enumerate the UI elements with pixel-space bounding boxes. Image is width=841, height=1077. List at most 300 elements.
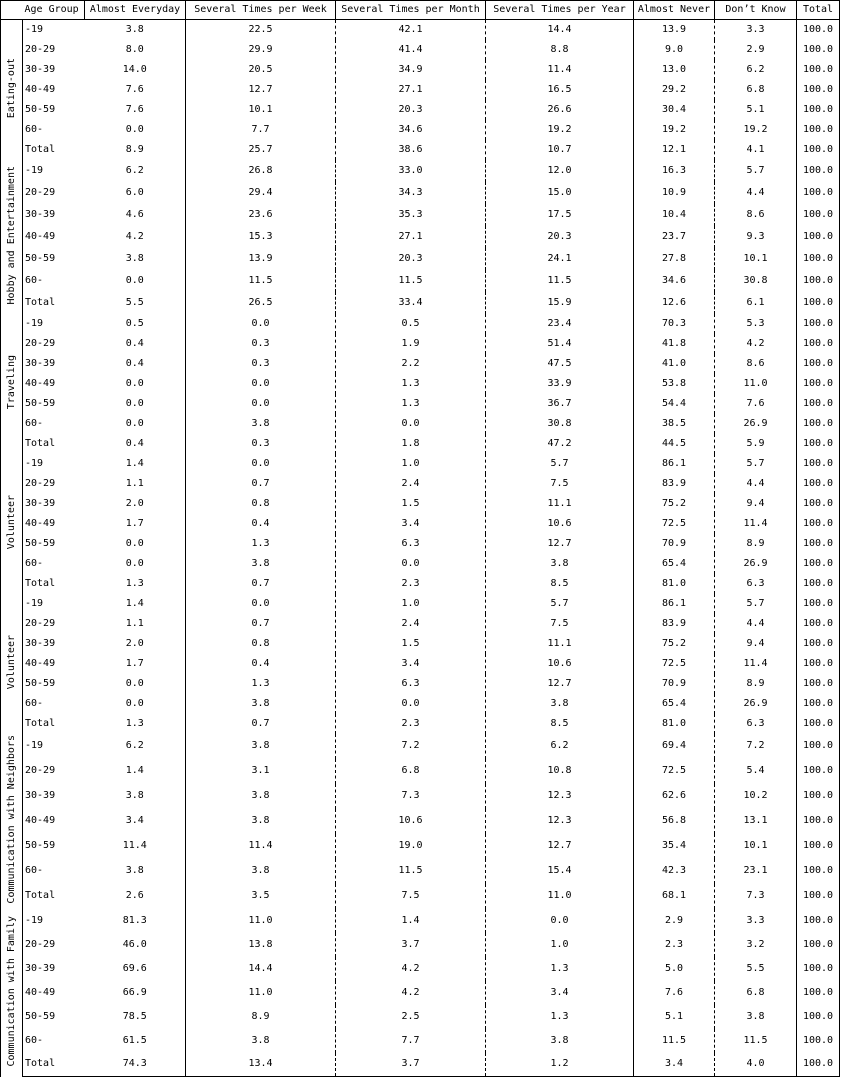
- table-row: [1, 614, 840, 634]
- almost-never-cell: 75.2: [634, 494, 715, 514]
- several-times-per-year-cell: 10.6: [486, 654, 634, 674]
- several-times-per-month-cell: 1.4: [336, 909, 486, 933]
- total-cell: 100.0: [797, 834, 840, 859]
- age-group-cell: 40-49: [23, 80, 85, 100]
- age-group-cell: 20-29: [23, 759, 85, 784]
- age-group-cell: 30-39: [23, 784, 85, 809]
- table-row: [1, 534, 840, 554]
- almost-everyday-cell: 11.4: [85, 834, 186, 859]
- several-times-per-month-cell: 2.5: [336, 1005, 486, 1029]
- age-group-cell: 40-49: [23, 654, 85, 674]
- total-cell: 100.0: [797, 270, 840, 292]
- total-cell: 100.0: [797, 120, 840, 140]
- age-group-cell: 40-49: [23, 809, 85, 834]
- total-row: [1, 434, 840, 454]
- several-times-per-month-cell: 0.0: [336, 414, 486, 434]
- dont-know-cell: 10.2: [715, 784, 797, 809]
- age-group-cell: Total: [23, 292, 85, 314]
- almost-never-cell: 5.0: [634, 957, 715, 981]
- age-group-cell: 20-29: [23, 182, 85, 204]
- several-times-per-year-cell: 17.5: [486, 204, 634, 226]
- total-cell: 100.0: [797, 674, 840, 694]
- almost-everyday-cell: 3.8: [85, 20, 186, 40]
- several-times-per-year-cell: 11.5: [486, 270, 634, 292]
- age-group-cell: 20-29: [23, 40, 85, 60]
- total-cell: 100.0: [797, 534, 840, 554]
- almost-never-cell: 9.0: [634, 40, 715, 60]
- almost-everyday-cell: 3.4: [85, 809, 186, 834]
- total-cell: 100.0: [797, 314, 840, 334]
- age-group-cell: -19: [23, 594, 85, 614]
- several-times-per-month-cell: 1.0: [336, 594, 486, 614]
- category-label-text: Communication with Family: [5, 915, 17, 1067]
- several-times-per-year-cell: 12.7: [486, 834, 634, 859]
- almost-never-cell: 27.8: [634, 248, 715, 270]
- almost-never-cell: 13.0: [634, 60, 715, 80]
- several-times-per-year-cell: 12.3: [486, 809, 634, 834]
- several-times-per-year-cell: 1.3: [486, 957, 634, 981]
- total-cell: 100.0: [797, 394, 840, 414]
- almost-everyday-cell: 1.1: [85, 474, 186, 494]
- several-times-per-week-cell: 13.4: [186, 1053, 336, 1077]
- several-times-per-year-cell: 10.8: [486, 759, 634, 784]
- several-times-per-month-cell: 11.5: [336, 859, 486, 884]
- header-several-times-per-month: Several Times per Month: [336, 1, 486, 20]
- table-row: [1, 1005, 840, 1029]
- table-row: [1, 981, 840, 1005]
- almost-everyday-cell: 1.7: [85, 514, 186, 534]
- several-times-per-month-cell: 3.7: [336, 933, 486, 957]
- almost-everyday-cell: 1.1: [85, 614, 186, 634]
- dont-know-cell: 5.7: [715, 594, 797, 614]
- table-row: [1, 859, 840, 884]
- table-row: [1, 957, 840, 981]
- several-times-per-month-cell: 6.8: [336, 759, 486, 784]
- almost-never-cell: 56.8: [634, 809, 715, 834]
- several-times-per-year-cell: 12.7: [486, 534, 634, 554]
- total-row: [1, 292, 840, 314]
- several-times-per-week-cell: 0.7: [186, 574, 336, 594]
- total-cell: 100.0: [797, 434, 840, 454]
- total-cell: 100.0: [797, 981, 840, 1005]
- total-cell: 100.0: [797, 226, 840, 248]
- category-label-text: Hobby and Entertainment: [5, 165, 17, 305]
- dont-know-cell: 2.9: [715, 40, 797, 60]
- total-cell: 100.0: [797, 374, 840, 394]
- table-row: [1, 226, 840, 248]
- several-times-per-month-cell: 41.4: [336, 40, 486, 60]
- total-cell: 100.0: [797, 514, 840, 534]
- table-row: [1, 60, 840, 80]
- several-times-per-year-cell: 3.8: [486, 694, 634, 714]
- several-times-per-week-cell: 3.8: [186, 414, 336, 434]
- category-label: [1, 20, 23, 160]
- several-times-per-year-cell: 7.5: [486, 614, 634, 634]
- table-row: [1, 594, 840, 614]
- several-times-per-week-cell: 26.8: [186, 160, 336, 182]
- several-times-per-week-cell: 3.5: [186, 884, 336, 909]
- almost-never-cell: 44.5: [634, 434, 715, 454]
- several-times-per-year-cell: 30.8: [486, 414, 634, 434]
- several-times-per-week-cell: 13.9: [186, 248, 336, 270]
- several-times-per-year-cell: 15.9: [486, 292, 634, 314]
- total-cell: 100.0: [797, 909, 840, 933]
- category-group: [1, 20, 840, 160]
- dont-know-cell: 26.9: [715, 694, 797, 714]
- table-row: [1, 334, 840, 354]
- several-times-per-month-cell: 1.5: [336, 634, 486, 654]
- several-times-per-year-cell: 15.4: [486, 859, 634, 884]
- total-cell: 100.0: [797, 40, 840, 60]
- table-row: [1, 248, 840, 270]
- age-group-cell: Total: [23, 574, 85, 594]
- several-times-per-year-cell: 11.0: [486, 884, 634, 909]
- almost-never-cell: 34.6: [634, 270, 715, 292]
- total-cell: 100.0: [797, 160, 840, 182]
- total-cell: 100.0: [797, 414, 840, 434]
- several-times-per-month-cell: 1.9: [336, 334, 486, 354]
- several-times-per-week-cell: 7.7: [186, 120, 336, 140]
- category-label-text: Traveling: [5, 354, 17, 410]
- age-group-cell: 60-: [23, 554, 85, 574]
- several-times-per-week-cell: 29.9: [186, 40, 336, 60]
- several-times-per-month-cell: 1.0: [336, 454, 486, 474]
- almost-never-cell: 30.4: [634, 100, 715, 120]
- table-row: [1, 160, 840, 182]
- almost-never-cell: 72.5: [634, 654, 715, 674]
- total-cell: 100.0: [797, 140, 840, 160]
- several-times-per-month-cell: 20.3: [336, 248, 486, 270]
- total-cell: 100.0: [797, 1053, 840, 1077]
- dont-know-cell: 6.8: [715, 981, 797, 1005]
- table-row: [1, 494, 840, 514]
- dont-know-cell: 4.1: [715, 140, 797, 160]
- dont-know-cell: 9.4: [715, 494, 797, 514]
- several-times-per-month-cell: 27.1: [336, 226, 486, 248]
- almost-everyday-cell: 61.5: [85, 1029, 186, 1053]
- header-several-times-per-year: Several Times per Year: [486, 1, 634, 20]
- several-times-per-year-cell: 3.8: [486, 554, 634, 574]
- table-row: [1, 514, 840, 534]
- almost-everyday-cell: 1.4: [85, 759, 186, 784]
- age-group-cell: 30-39: [23, 354, 85, 374]
- almost-everyday-cell: 14.0: [85, 60, 186, 80]
- several-times-per-month-cell: 35.3: [336, 204, 486, 226]
- table-row: [1, 634, 840, 654]
- age-group-cell: 60-: [23, 1029, 85, 1053]
- several-times-per-week-cell: 0.8: [186, 494, 336, 514]
- almost-never-cell: 72.5: [634, 759, 715, 784]
- almost-everyday-cell: 6.2: [85, 160, 186, 182]
- age-group-cell: 40-49: [23, 374, 85, 394]
- almost-never-cell: 10.9: [634, 182, 715, 204]
- age-group-cell: 60-: [23, 859, 85, 884]
- several-times-per-year-cell: 10.7: [486, 140, 634, 160]
- header-row: [1, 1, 840, 20]
- several-times-per-month-cell: 34.3: [336, 182, 486, 204]
- dont-know-cell: 3.2: [715, 933, 797, 957]
- several-times-per-year-cell: 6.2: [486, 734, 634, 759]
- category-label: [1, 454, 23, 594]
- dont-know-cell: 30.8: [715, 270, 797, 292]
- dont-know-cell: 23.1: [715, 859, 797, 884]
- several-times-per-month-cell: 7.7: [336, 1029, 486, 1053]
- several-times-per-year-cell: 20.3: [486, 226, 634, 248]
- several-times-per-week-cell: 3.8: [186, 809, 336, 834]
- several-times-per-month-cell: 0.0: [336, 694, 486, 714]
- several-times-per-year-cell: 8.5: [486, 574, 634, 594]
- almost-never-cell: 86.1: [634, 454, 715, 474]
- table-row: [1, 204, 840, 226]
- almost-everyday-cell: 0.4: [85, 334, 186, 354]
- several-times-per-month-cell: 3.4: [336, 514, 486, 534]
- several-times-per-month-cell: 4.2: [336, 981, 486, 1005]
- age-group-cell: Total: [23, 1053, 85, 1077]
- several-times-per-month-cell: 6.3: [336, 674, 486, 694]
- total-cell: 100.0: [797, 714, 840, 734]
- dont-know-cell: 5.1: [715, 100, 797, 120]
- table-row: [1, 414, 840, 434]
- age-group-cell: 50-59: [23, 394, 85, 414]
- several-times-per-week-cell: 11.0: [186, 981, 336, 1005]
- category-label: [1, 160, 23, 314]
- age-group-cell: 30-39: [23, 957, 85, 981]
- several-times-per-month-cell: 0.5: [336, 314, 486, 334]
- age-group-cell: Total: [23, 714, 85, 734]
- total-cell: 100.0: [797, 654, 840, 674]
- almost-never-cell: 42.3: [634, 859, 715, 884]
- total-row: [1, 714, 840, 734]
- dont-know-cell: 5.7: [715, 454, 797, 474]
- several-times-per-year-cell: 47.2: [486, 434, 634, 454]
- almost-never-cell: 2.9: [634, 909, 715, 933]
- several-times-per-month-cell: 33.0: [336, 160, 486, 182]
- age-group-cell: 20-29: [23, 334, 85, 354]
- almost-everyday-cell: 0.0: [85, 694, 186, 714]
- age-group-cell: 30-39: [23, 494, 85, 514]
- total-cell: 100.0: [797, 634, 840, 654]
- almost-everyday-cell: 81.3: [85, 909, 186, 933]
- category-label: [1, 734, 23, 909]
- total-cell: 100.0: [797, 454, 840, 474]
- several-times-per-week-cell: 3.8: [186, 1029, 336, 1053]
- almost-never-cell: 23.7: [634, 226, 715, 248]
- dont-know-cell: 3.3: [715, 909, 797, 933]
- age-group-cell: 20-29: [23, 933, 85, 957]
- several-times-per-month-cell: 38.6: [336, 140, 486, 160]
- several-times-per-month-cell: 10.6: [336, 809, 486, 834]
- almost-everyday-cell: 2.0: [85, 634, 186, 654]
- several-times-per-week-cell: 3.8: [186, 694, 336, 714]
- almost-never-cell: 72.5: [634, 514, 715, 534]
- total-cell: 100.0: [797, 809, 840, 834]
- several-times-per-year-cell: 36.7: [486, 394, 634, 414]
- almost-never-cell: 11.5: [634, 1029, 715, 1053]
- category-group: [1, 160, 840, 314]
- total-cell: 100.0: [797, 859, 840, 884]
- age-group-cell: -19: [23, 454, 85, 474]
- several-times-per-month-cell: 2.4: [336, 474, 486, 494]
- several-times-per-week-cell: 0.0: [186, 394, 336, 414]
- almost-everyday-cell: 0.0: [85, 270, 186, 292]
- almost-never-cell: 81.0: [634, 574, 715, 594]
- table-row: [1, 784, 840, 809]
- almost-everyday-cell: 1.3: [85, 714, 186, 734]
- almost-never-cell: 19.2: [634, 120, 715, 140]
- category-label-text: Communication with Neighbors: [5, 735, 17, 904]
- header-several-times-per-week: Several Times per Week: [186, 1, 336, 20]
- age-group-cell: 50-59: [23, 534, 85, 554]
- almost-everyday-cell: 5.5: [85, 292, 186, 314]
- dont-know-cell: 4.0: [715, 1053, 797, 1077]
- dont-know-cell: 6.2: [715, 60, 797, 80]
- almost-never-cell: 86.1: [634, 594, 715, 614]
- dont-know-cell: 8.9: [715, 534, 797, 554]
- total-cell: 100.0: [797, 594, 840, 614]
- header-dont-know: Don’t Know: [715, 1, 797, 20]
- almost-everyday-cell: 4.6: [85, 204, 186, 226]
- dont-know-cell: 6.8: [715, 80, 797, 100]
- table-row: [1, 694, 840, 714]
- almost-never-cell: 68.1: [634, 884, 715, 909]
- several-times-per-month-cell: 1.8: [336, 434, 486, 454]
- several-times-per-month-cell: 3.4: [336, 654, 486, 674]
- table-row: [1, 674, 840, 694]
- almost-everyday-cell: 1.4: [85, 454, 186, 474]
- almost-everyday-cell: 69.6: [85, 957, 186, 981]
- several-times-per-year-cell: 7.5: [486, 474, 634, 494]
- total-cell: 100.0: [797, 474, 840, 494]
- several-times-per-year-cell: 11.1: [486, 634, 634, 654]
- table-row: [1, 374, 840, 394]
- almost-everyday-cell: 3.8: [85, 784, 186, 809]
- dont-know-cell: 7.3: [715, 884, 797, 909]
- several-times-per-month-cell: 2.4: [336, 614, 486, 634]
- several-times-per-year-cell: 26.6: [486, 100, 634, 120]
- almost-never-cell: 13.9: [634, 20, 715, 40]
- age-group-cell: 60-: [23, 120, 85, 140]
- table-row: [1, 120, 840, 140]
- table-row: [1, 40, 840, 60]
- almost-everyday-cell: 0.0: [85, 414, 186, 434]
- almost-everyday-cell: 8.0: [85, 40, 186, 60]
- total-cell: 100.0: [797, 182, 840, 204]
- almost-everyday-cell: 8.9: [85, 140, 186, 160]
- dont-know-cell: 3.3: [715, 20, 797, 40]
- age-group-cell: 50-59: [23, 834, 85, 859]
- dont-know-cell: 13.1: [715, 809, 797, 834]
- dont-know-cell: 26.9: [715, 414, 797, 434]
- several-times-per-week-cell: 1.3: [186, 674, 336, 694]
- table-row: [1, 454, 840, 474]
- several-times-per-month-cell: 34.9: [336, 60, 486, 80]
- several-times-per-year-cell: 14.4: [486, 20, 634, 40]
- several-times-per-week-cell: 22.5: [186, 20, 336, 40]
- several-times-per-year-cell: 51.4: [486, 334, 634, 354]
- age-group-cell: Total: [23, 140, 85, 160]
- age-group-cell: 60-: [23, 694, 85, 714]
- dont-know-cell: 10.1: [715, 248, 797, 270]
- several-times-per-year-cell: 19.2: [486, 120, 634, 140]
- total-cell: 100.0: [797, 1005, 840, 1029]
- age-group-cell: 20-29: [23, 614, 85, 634]
- almost-everyday-cell: 46.0: [85, 933, 186, 957]
- category-label-text: Eating-out: [5, 58, 17, 119]
- age-group-cell: 40-49: [23, 226, 85, 248]
- total-row: [1, 1053, 840, 1077]
- several-times-per-year-cell: 11.4: [486, 60, 634, 80]
- category-group: [1, 909, 840, 1077]
- several-times-per-week-cell: 0.0: [186, 454, 336, 474]
- several-times-per-year-cell: 33.9: [486, 374, 634, 394]
- several-times-per-month-cell: 6.3: [336, 534, 486, 554]
- age-group-cell: 50-59: [23, 674, 85, 694]
- almost-never-cell: 10.4: [634, 204, 715, 226]
- dont-know-cell: 5.4: [715, 759, 797, 784]
- total-cell: 100.0: [797, 20, 840, 40]
- dont-know-cell: 7.2: [715, 734, 797, 759]
- header-almost-never: Almost Never: [634, 1, 715, 20]
- almost-never-cell: 12.6: [634, 292, 715, 314]
- dont-know-cell: 26.9: [715, 554, 797, 574]
- age-group-cell: Total: [23, 884, 85, 909]
- almost-everyday-cell: 3.8: [85, 248, 186, 270]
- dont-know-cell: 4.4: [715, 182, 797, 204]
- almost-never-cell: 62.6: [634, 784, 715, 809]
- age-group-cell: 40-49: [23, 514, 85, 534]
- almost-never-cell: 16.3: [634, 160, 715, 182]
- dont-know-cell: 5.5: [715, 957, 797, 981]
- age-group-cell: 30-39: [23, 60, 85, 80]
- table-row: [1, 182, 840, 204]
- almost-everyday-cell: 1.7: [85, 654, 186, 674]
- age-group-cell: 20-29: [23, 474, 85, 494]
- several-times-per-week-cell: 11.4: [186, 834, 336, 859]
- almost-never-cell: 41.8: [634, 334, 715, 354]
- total-cell: 100.0: [797, 80, 840, 100]
- almost-never-cell: 65.4: [634, 694, 715, 714]
- several-times-per-month-cell: 33.4: [336, 292, 486, 314]
- table-row: [1, 394, 840, 414]
- total-cell: 100.0: [797, 204, 840, 226]
- several-times-per-week-cell: 10.1: [186, 100, 336, 120]
- several-times-per-week-cell: 0.4: [186, 514, 336, 534]
- almost-never-cell: 3.4: [634, 1053, 715, 1077]
- several-times-per-year-cell: 16.5: [486, 80, 634, 100]
- almost-never-cell: 5.1: [634, 1005, 715, 1029]
- several-times-per-month-cell: 11.5: [336, 270, 486, 292]
- almost-everyday-cell: 74.3: [85, 1053, 186, 1077]
- several-times-per-month-cell: 2.3: [336, 574, 486, 594]
- several-times-per-week-cell: 23.6: [186, 204, 336, 226]
- total-cell: 100.0: [797, 292, 840, 314]
- several-times-per-week-cell: 3.8: [186, 784, 336, 809]
- age-group-cell: 50-59: [23, 1005, 85, 1029]
- several-times-per-week-cell: 0.7: [186, 474, 336, 494]
- several-times-per-month-cell: 4.2: [336, 957, 486, 981]
- several-times-per-month-cell: 1.5: [336, 494, 486, 514]
- dont-know-cell: 6.3: [715, 574, 797, 594]
- several-times-per-week-cell: 11.0: [186, 909, 336, 933]
- total-cell: 100.0: [797, 248, 840, 270]
- dont-know-cell: 5.7: [715, 160, 797, 182]
- several-times-per-month-cell: 2.2: [336, 354, 486, 374]
- category-label-text: Volunteer: [5, 494, 17, 550]
- category-label: [1, 594, 23, 734]
- table-row: [1, 933, 840, 957]
- almost-never-cell: 70.9: [634, 534, 715, 554]
- category-group: [1, 314, 840, 454]
